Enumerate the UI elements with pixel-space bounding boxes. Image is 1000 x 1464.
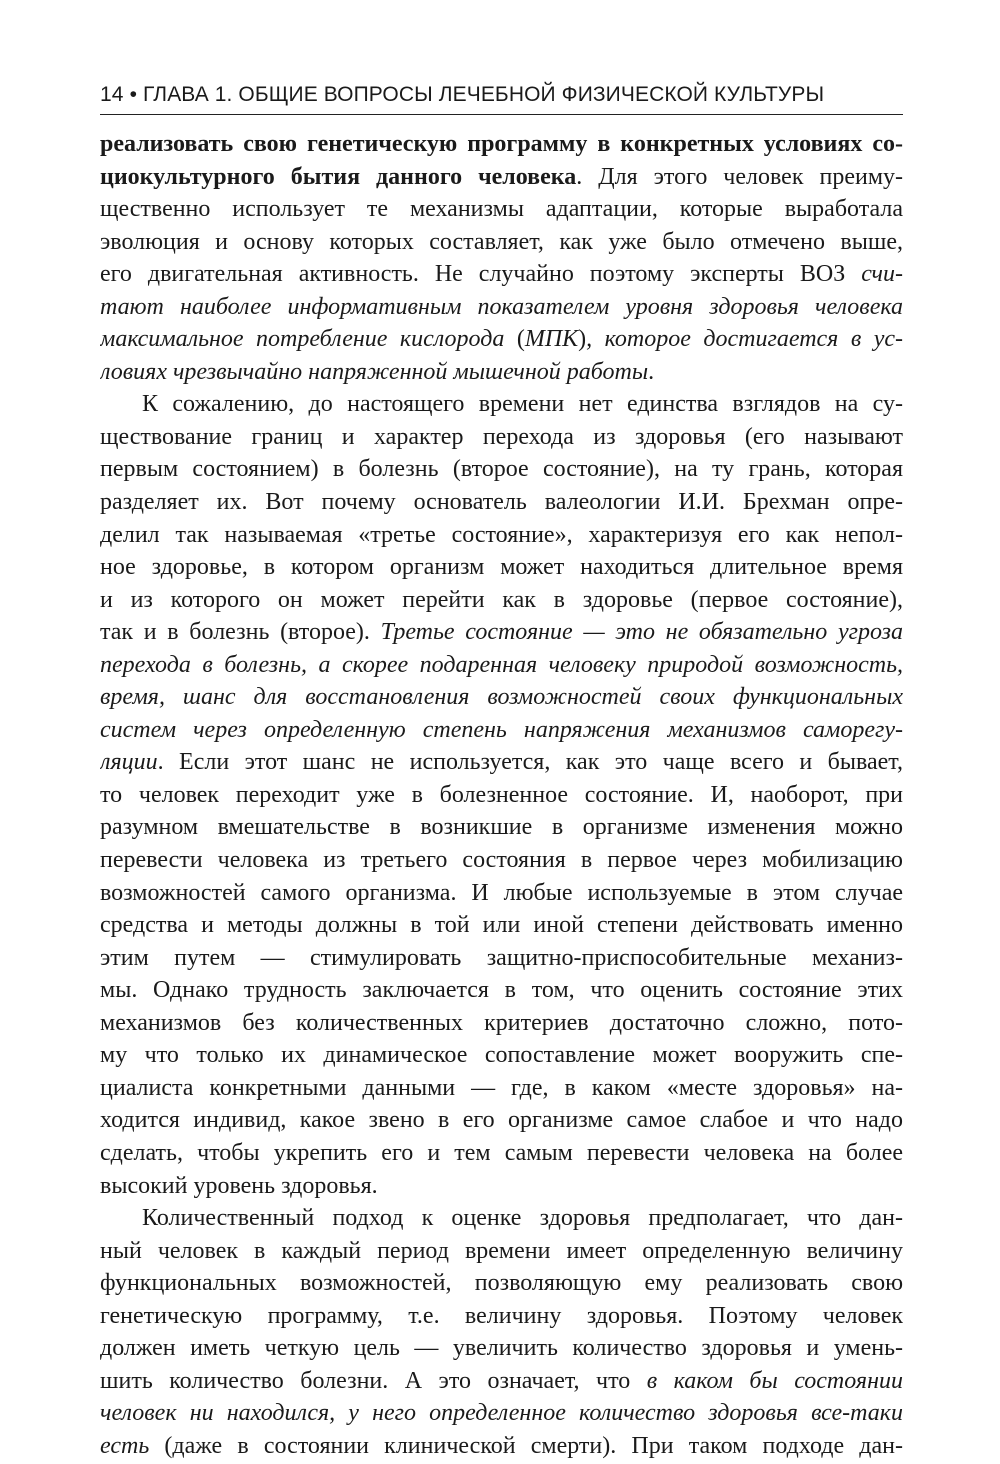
- paragraph: [100, 1202, 903, 1462]
- text-line: [100, 1332, 903, 1365]
- italic-text: систем через определенную степень напряжения механизмов саморегу-: [100, 716, 903, 743]
- text-line: [100, 746, 903, 779]
- text-run: .: [648, 358, 655, 385]
- italic-text: , которое достигается в ус-: [586, 326, 903, 353]
- text-run: циалиста конкретными данными — где, в каком «месте здоровья» на-: [100, 1074, 903, 1101]
- italic-text: МПК: [524, 326, 579, 353]
- text-run: механизмов без количественных критериев достаточно сложно, пото-: [100, 1009, 903, 1036]
- text-line: [100, 1430, 903, 1463]
- text-run: . Для этого человек преиму-: [576, 163, 903, 190]
- text-run: должен иметь четкую цель — увеличить количество здоровья и умень-: [100, 1335, 903, 1362]
- separator-bullet: •: [129, 83, 138, 106]
- text-line: [100, 1202, 903, 1235]
- text-line: [100, 942, 903, 975]
- text-line: [100, 714, 903, 747]
- text-run: (даже в состоянии клинической смерти). При таком подходе дан-: [164, 1432, 903, 1459]
- text-run: то человек переходит уже в болезненное состояние. И, наоборот, при: [100, 781, 903, 808]
- text-line: [100, 1007, 903, 1040]
- text-run: перевести человека из третьего состояния в первое через мобилизацию: [100, 847, 903, 874]
- text-line: [100, 681, 903, 714]
- text-run: эволюция и основу которых составляет, как уже было отмечено выше,: [100, 228, 903, 255]
- text-line: [100, 356, 903, 389]
- text-run: мы. Однако трудность заключается в том, что оценить состояние этих: [100, 977, 903, 1004]
- text-run: шить количество болезни. А это означает, что: [100, 1367, 647, 1394]
- body-text: [100, 128, 903, 1462]
- text-line: [100, 1137, 903, 1170]
- italic-text: время, шанс для восстановления возможностей своих функциональных: [100, 684, 903, 711]
- text-run: му что только их динамическое сопоставление может вооружить спе-: [100, 1042, 903, 1069]
- text-line: [100, 258, 903, 291]
- text-line: [100, 649, 903, 682]
- text-run: . Если этот шанс не используется, как это чаще всего и бывает,: [157, 749, 903, 776]
- text-line: [100, 974, 903, 1007]
- text-run: сделать, чтобы укрепить его и тем самым перевести человека на более: [100, 1139, 903, 1166]
- text-line: [100, 877, 903, 910]
- text-line: [100, 486, 903, 519]
- chapter-title: ГЛАВА 1. ОБЩИЕ ВОПРОСЫ ЛЕЧЕБНОЙ ФИЗИЧЕСКОЙ КУЛЬТУРЫ: [143, 83, 825, 106]
- text-run: генетическую программу, т.е. величину здоровья. Поэтому человек: [100, 1302, 903, 1329]
- text-line: [100, 1397, 903, 1430]
- text-run: и из которого он может перейти как в здоровье (первое состояние),: [100, 586, 903, 613]
- text-run: ное здоровье, в котором организм может находиться длительное время: [100, 554, 903, 581]
- text-line: [100, 811, 903, 844]
- text-line: [100, 1039, 903, 1072]
- text-line: [100, 1267, 903, 1300]
- bold-text: циокультурного бытия данного человека: [100, 163, 577, 190]
- italic-text: есть: [100, 1432, 165, 1459]
- text-line: [100, 421, 903, 454]
- text-line: [100, 291, 903, 324]
- text-run: возможностей самого организма. И любые используемые в этом случае: [100, 879, 903, 906]
- bold-text: реализовать свою генетическую программу в конкретных условиях со-: [100, 131, 903, 157]
- italic-text: счи-: [861, 261, 903, 288]
- text-line: [100, 584, 903, 617]
- text-line: [100, 161, 903, 194]
- page-number: 14: [100, 83, 124, 106]
- text-run: (: [516, 326, 525, 353]
- text-line: [100, 323, 903, 356]
- text-run: разделяет их. Вот почему основатель валеологии И.И. Брехман опре-: [100, 489, 903, 516]
- text-line: [100, 453, 903, 486]
- text-run: делил так называемая «третье состояние», характеризуя его как непол-: [100, 521, 903, 548]
- text-line: [100, 388, 903, 421]
- text-run: этим путем — стимулировать защитно-приспособительные механиз-: [100, 944, 903, 971]
- text-line: [100, 1170, 903, 1203]
- text-run: ходится индивид, какое звено в его организме самое слабое и что надо: [100, 1107, 903, 1134]
- text-run: его двигательная активность. Не случайно поэтому эксперты ВОЗ: [100, 261, 862, 288]
- text-line: [100, 844, 903, 877]
- italic-text: ляции: [100, 749, 158, 776]
- text-line: [100, 551, 903, 584]
- text-run: так и в болезнь (второе).: [100, 619, 381, 646]
- text-line: [100, 128, 903, 161]
- italic-text: в каком бы состоянии: [646, 1367, 903, 1394]
- text-run: ): [578, 326, 587, 353]
- italic-text: ловиях чрезвычайно напряженной мышечной работы: [100, 358, 649, 385]
- italic-text: максимальное потребление кислорода: [100, 326, 517, 353]
- text-line: [100, 616, 903, 649]
- italic-text: тают наиболее информативным показателем уровня здоровья человека: [100, 293, 903, 320]
- italic-text: Третье состояние — это не обязательно угроза: [380, 619, 903, 646]
- text-run: ществование границ и характер перехода из здоровья (его называют: [100, 423, 903, 450]
- italic-text: перехода в болезнь, а скорее подаренная человеку природой возможность,: [100, 651, 903, 678]
- text-line: [100, 193, 903, 226]
- text-run: средства и методы должны в той или иной степени действовать именно: [100, 912, 903, 939]
- text-line: [100, 779, 903, 812]
- text-run: первым состоянием) в болезнь (второе состояние), на ту грань, которая: [100, 456, 903, 483]
- text-line: [100, 1365, 903, 1398]
- text-line: [100, 1235, 903, 1268]
- running-head: [100, 80, 903, 115]
- text-run: высокий уровень здоровья.: [100, 1172, 378, 1199]
- italic-text: человек ни находился, у него определенное количество здоровья все-таки: [100, 1400, 903, 1427]
- text-run: Количественный подход к оценке здоровья предполагает, что дан-: [142, 1205, 903, 1232]
- text-line: [100, 909, 903, 942]
- text-line: [100, 1072, 903, 1105]
- paragraph: [100, 128, 903, 388]
- text-line: [100, 1104, 903, 1137]
- text-line: [100, 519, 903, 552]
- text-run: К сожалению, до настоящего времени нет единства взглядов на су-: [142, 391, 903, 418]
- text-run: щественно использует те механизмы адаптации, которые выработала: [100, 196, 903, 223]
- paragraph: [100, 388, 903, 1202]
- text-run: ный человек в каждый период времени имеет определенную величину: [100, 1237, 903, 1264]
- text-run: разумном вмешательстве в возникшие в организме изменения можно: [100, 814, 903, 841]
- text-line: [100, 226, 903, 259]
- text-line: [100, 1300, 903, 1333]
- text-run: функциональных возможностей, позволяющую ему реализовать свою: [100, 1270, 903, 1297]
